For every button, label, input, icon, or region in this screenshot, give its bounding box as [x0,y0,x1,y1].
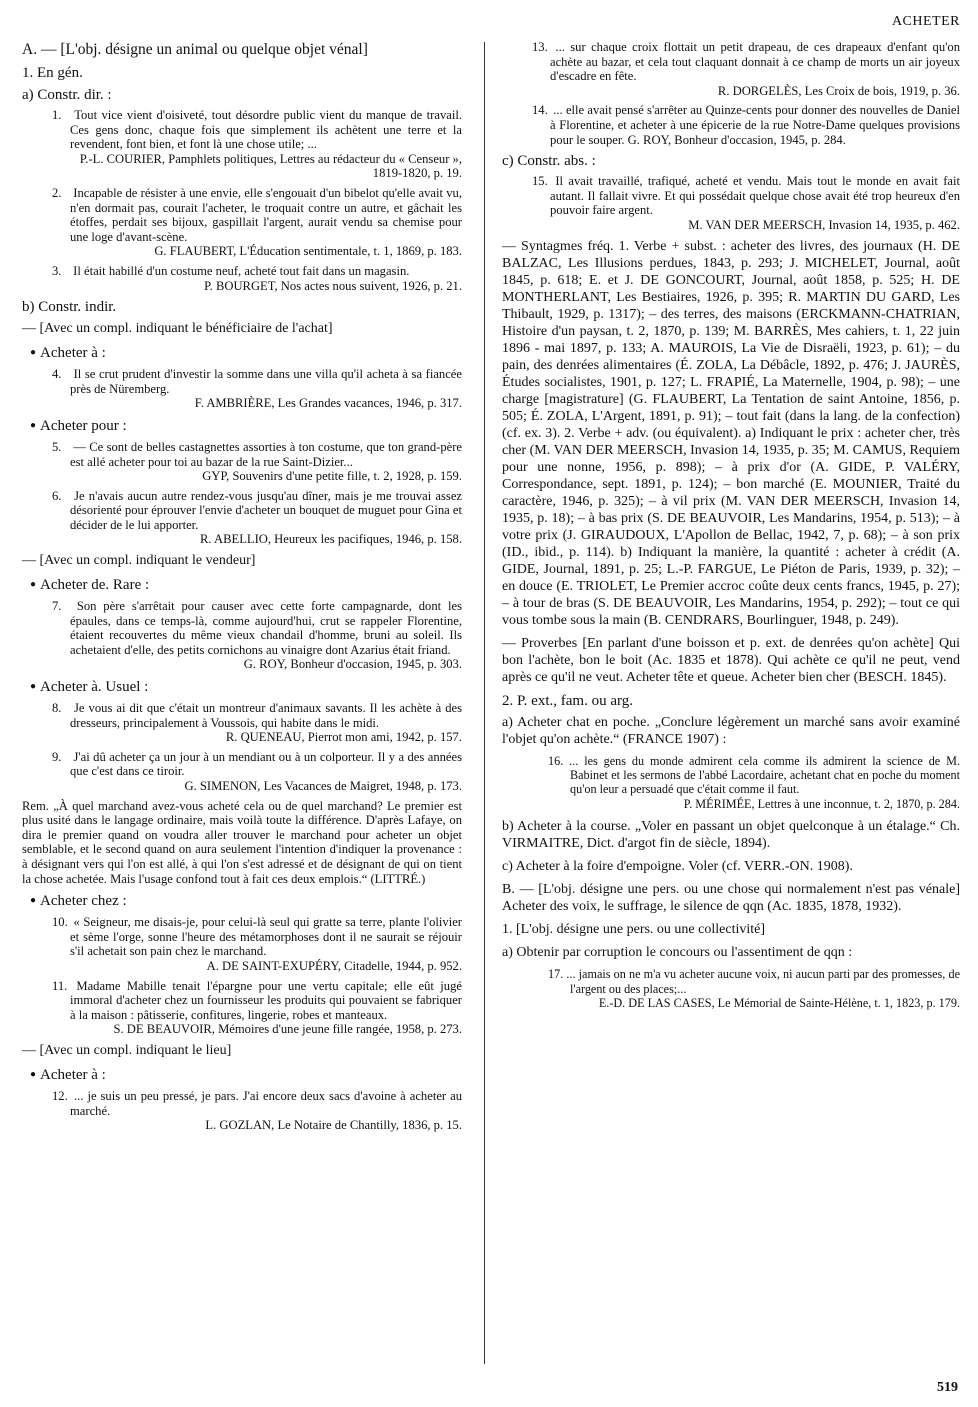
entry-text: — [Avec un compl. indiquant le lieu] [22,1042,232,1058]
entry-text: ... elle avait pensé s'arrêter au Quinze-cents pour donner des nouvelles de Daniel à Florentine, et acheter à une épicerie de la rue Notre-Dame quelques provisions pour le souper. G. ROY, Bonheur d'occasion, 1945, p. 284. [550,103,960,147]
running-head: ACHETER [891,14,960,29]
example-citation [22,440,462,484]
entry-text: Madame Mabille tenait l'épargne pour une vertu capitale; elle eût jugé immoral d'acheter chez un fournisseur les produits qui pouvaient se fabriquer à la maison : pâtisserie, confitures, lingerie, robes et manteaux. [70,978,462,1022]
entry-text: 1. En gén. [22,65,83,81]
construction-heading [22,343,462,363]
entry-text: Je vous ai dit que c'était un montreur d'animaux savants. Il les achète à des dresseurs, principalement à Voussois, qui habite dans le midi. [70,701,462,730]
entry-text: Je n'avais aucun autre rendez-vous jusqu'au dîner, mais je me trouvai assez désorienté pour éprouver l'envie d'acheter un bouquet de muguet pour Gina et décider de le lui apporter. [70,488,462,532]
example-citation [22,489,462,547]
entry-text: a) Acheter chat en poche. „Conclure légèrement un marché sans avoir examiné l'objet qu'on achète.“ (FRANCE 1907) : [502,714,960,747]
entry-text: ... jamais on ne m'a vu acheter aucune voix, ni aucun parti par des promesses, de l'argent ou des places;... [563,967,960,996]
entry-text: Acheter pour : [40,417,127,434]
right-column [502,40,960,1017]
entry-text: Son père s'arrêtait pour causer avec cette forte campagnarde, dont les épaules, dans ce temps-là, comme aujourd'hui, crut se rappeler Florentine, étaient recouvertes du même vieux chandail d'homme, bruni au soleil. Ils achetaient d'elle, des petits cornichons au vinaigre dont Azarius était friand. [70,599,462,657]
example-number: 10. [52,915,68,930]
example-number: 5. [52,439,62,454]
example-number: 1. [52,108,62,122]
entry-paragraph [502,944,960,961]
entry-text: B. — [L'obj. désigne une pers. ou une chose qui normalement n'est pas vénale] Acheter des voix, le suffrage, le silence de qqn (Ac. 1835, 1878, 1932). [502,882,960,915]
entry-text: b) Constr. indir. [22,299,117,316]
citation-source: R. QUENEAU, Pierrot mon ami, 1942, p. 157. [225,730,462,745]
example-citation [502,754,960,812]
example-citation [502,103,960,147]
entry-text: A. — [L'obj. désigne un animal ou quelque objet vénal] [22,41,368,58]
page-header [0,14,960,34]
entry-text: « Seigneur, me disais-je, pour celui-là seul qui gratte sa terre, plante l'olivier et sème l'orge, sonne l'heure des métamorphoses dont il ne saurait se réjouir s'il achetait son pain chez le marchand. [70,915,462,959]
example-number: 8. [52,701,62,716]
example-number: 11. [52,978,68,993]
entry-text: Il se crut prudent d'investir la somme dans une villa qu'il acheta à sa fiancée près de Nüremberg. [70,367,462,396]
entry-text: ... les gens du monde admirent cela comme ils admirent la science de M. Babinet et les sermons de l'abbé Lacordaire, achetant chat en poche du moment qu'on leur a persuadé que c'était comme il faut. [563,753,960,797]
entry-paragraph [502,881,960,915]
example-number: 13. [532,40,548,54]
entry-paragraph [22,552,462,569]
bullet-icon: ● [30,895,37,907]
entry-text: Acheter chez : [40,893,127,910]
example-citation [22,1089,462,1133]
example-number: 16. [548,753,564,768]
example-number: 3. [52,263,62,278]
entry-text: a) Constr. dir. : [22,87,112,103]
citation-source: S. DE BEAUVOIR, Mémoires d'une jeune fille rangée, 1958, p. 273. [113,1022,462,1037]
example-number: 4. [52,367,62,382]
citation-source: R. DORGELÈS, Les Croix de bois, 1919, p. 36. [717,83,960,98]
entry-paragraph [22,1042,462,1059]
example-citation [502,174,960,232]
entry-paragraph [22,86,462,105]
entry-paragraph [502,692,960,711]
entry-paragraph [502,238,960,629]
entry-text: c) Acheter à la foire d'empoigne. Voler (cf. VERR.-ON. 1908). [502,859,853,875]
entry-text: a) Obtenir par corruption le concours ou l'assentiment de qqn : [502,945,853,961]
entry-text: — [Avec un compl. indiquant le bénéficiaire de l'achat] [22,321,333,337]
example-number: 2. [52,185,62,200]
bullet-icon: ● [30,681,37,693]
example-citation [22,108,462,181]
entry-text: Rem. „À quel marchand avez-vous acheté cela ou de quel marchand? Le premier est plus usité dans le langage ordinaire, mais voilà toute la différence. D'après Lafaye, on dira le premier quand on voudra aller trouver le marchand pour acheter un objet semblable, et le second quand on aura seulement l'intention d'indiquer la provenance : à désignant vers qui l'on est allé, à qui l'on s'est adressé et de désignant de qui on tient la chose achetée. Mais l'usage confond tout à fait ces deux emplois.“ (LITTRÉ.) [22,798,462,886]
entry-text: — Ce sont de belles castagnettes assorties à ton costume, que ton grand-père est allé acheter pour toi au bazar de la rue Saint-Dizier... [70,439,462,469]
entry-paragraph [22,40,462,59]
entry-text: c) Constr. abs. : [502,153,596,170]
citation-source: A. DE SAINT-EXUPÉRY, Citadelle, 1944, p. 952. [206,958,462,973]
example-citation [22,264,462,293]
citation-source: G. FLAUBERT, L'Éducation sentimentale, t. 1, 1869, p. 183. [154,244,462,259]
entry-text: J'ai dû acheter ça un jour à un mendiant ou à un colporteur. Il y a des années que c'est dans ce tiroir. [70,749,462,779]
entry-text: 1. [L'obj. désigne une pers. ou une collectivité] [502,922,765,938]
construction-heading [22,1065,462,1085]
entry-paragraph [22,320,462,337]
entry-text: ... sur chaque croix flottait un petit drapeau, de ces drapeaux d'enfant qu'on achète au bazar, et cela tout claquant donnait à ce champ de morts un air joyeux d'escadre en fête. [550,40,960,84]
entry-paragraph [502,858,960,875]
entry-paragraph [22,298,462,317]
example-number: 6. [52,488,62,503]
example-citation [22,599,462,672]
entry-text: ... je suis un peu pressé, je pars. J'ai encore deux sacs d'avoine à acheter au marché. [70,1088,462,1118]
citation-source: F. AMBRIÈRE, Les Grandes vacances, 1946, p. 317. [194,396,462,411]
entry-text: Acheter à : [40,1066,106,1083]
entry-text: Tout vice vient d'oisiveté, tout désordre public vient du manque de travail. Ces gens donc, chaque fois que simplement ils achètent une terre et la revendent, font bien, et font là une chose utile; ... [70,108,462,152]
example-number: 9. [52,749,62,764]
entry-text: Acheter à. Usuel : [40,679,149,696]
construction-heading [22,891,462,911]
entry-paragraph [22,799,462,887]
column-divider [484,42,485,1364]
bullet-icon: ● [30,419,37,431]
entry-paragraph [502,714,960,748]
example-citation [502,967,960,1010]
citation-source: G. ROY, Bonheur d'occasion, 1945, p. 303. [243,657,462,672]
example-citation [22,750,462,794]
entry-text: 2. P. ext., fam. ou arg. [502,692,633,709]
citation-source: R. ABELLIO, Heureux les pacifiques, 1946, p. 158. [200,532,462,547]
example-citation [22,915,462,973]
entry-text: — Proverbes [En parlant d'une boisson et p. ext. de denrées qu'on achète] Qui bon l'achète, bon le boit (Ac. 1835 et 1878). Qui achète ce qu'il ne peut, vend après ce qu'il ne veut. Acheter tête et queue. Acheter bien cher (BESCH. 1845). [502,635,960,685]
example-citation [22,367,462,411]
entry-paragraph [502,818,960,852]
citation-source: P.-L. COURIER, Pamphlets politiques, Lettres au rédacteur du « Censeur », 1819-1820, p. 19. [79,151,462,181]
entry-paragraph [502,152,960,171]
construction-heading [22,416,462,436]
citation-source: G. SIMENON, Les Vacances de Maigret, 1948, p. 173. [184,779,462,793]
citation-source: M. VAN DER MEERSCH, Invasion 14, 1935, p. 462. [688,217,960,232]
example-number: 17. [548,967,564,982]
example-citation [22,186,462,259]
example-number: 12. [52,1088,68,1103]
entry-text: Il avait travaillé, trafiqué, acheté et vendu. Mais tout le monde en avait fait autant. Il fallait vivre. Et qui possédait quelque chose avait été trop heureux d'en pouvoir faire argent. [550,174,960,218]
citation-source: GYP, Souvenirs d'une petite fille, t. 2, 1928, p. 159. [202,469,462,484]
construction-heading [22,575,462,595]
entry-paragraph [502,635,960,686]
citation-source: E.-D. DE LAS CASES, Le Mémorial de Sainte-Hélène, t. 1, 1823, p. 179. [598,995,960,1010]
example-citation [22,701,462,745]
entry-text: Il était habillé d'un costume neuf, acheté tout fait dans un magasin. [70,263,410,278]
bullet-icon: ● [30,1068,37,1080]
entry-text: — Syntagmes fréq. 1. Verbe + subst. : acheter des livres, des journaux (H. DE BALZAC, Les Illusions perdues, 1843, p. 293; J. MICHELET, Journal, août 1845, p. 618; E. et J. DE GONCOURT, Journal, août 1858, p. 525; H. DE MONTHERLANT, Les Bestiaires, 1926, p. 395; R. MARTIN DU GARD, Les Thibault, 1929, p. 1317); – des terres, des maisons (ERCKMANN-CHATRIAN, Histoire d'un paysan, t. 2, 1870, p. 139; M. BARRÈS, Mes cahiers, t. 1, 22 juin 1896 - mai 1897, p. 133; A. MAUROIS, La Vie de Disraëli, 1923, p. 61); – du pain, des denrées alimentaires (É. ZOLA, La Débâcle, 1892, p. 476; J. JAURÈS, Études socialistes, 1901, p. 127; L. FRAPIÉ, La Maternelle, 1904, p. 98); – une charge [magistrature] (G. FLAUBERT, La Tentation de saint Antoine, 1856, p. 505; É. ZOLA, L'Argent, 1891, p. 91); – tout fait (dans la lang. de la confection) (cf. ex. 3). 2. Verbe + adv. (ou équivalent). a) Indiquant le prix : acheter cher, très cher (M. VAN DER MEERSCH, Invasion 14, 1935, p. 35; M. CAMUS, Requiem pour une nonne, 1956, p. 898); – à prix d'or (A. GIDE, P. VALÉRY, Correspondance, sept. 1891, p. 124); – bon marché (E. MOUNIER, Traité du caractère, 1946, p. 325); – à vil prix (M. VAN DER MEERSCH, Invasion 14, 1935, p. 18); – à bas prix (S. DE BEAUVOIR, Les Mandarins, 1954, p. 513); – à votre prix (J. GIRAUDOUX, L'Apollon de Bellac, 1942, 7, p. 68); – à son prix (ID., ibid., p. 114). b) Indiquant la manière, la quantité : acheter à crédit (A. GIDE, Journal, 1891, p. 25; L.-P. FARGUE, Le Piéton de Paris, 1939, p. 32); – en douce (E. TRIOLET, Le Premier accroc coûte deux cents francs, 1945, p. 27); – à tour de bras (S. DE BEAUVOIR, Les Mandarins, 1954, p. 292); – tout ce qui vous tombe sous la main (B. CENDRARS, Bourlinguer, 1948, p. 249). [502,238,960,628]
left-column [22,40,462,1138]
example-number: 14. [532,103,548,118]
citation-source: P. MÉRIMÉE, Lettres à une inconnue, t. 2, 1870, p. 284. [683,796,960,811]
entry-text: Acheter à : [40,345,106,362]
page-number: 519 [937,1380,958,1395]
entry-paragraph [22,64,462,83]
entry-text: — [Avec un compl. indiquant le vendeur] [22,553,256,569]
citation-source: L. GOZLAN, Le Notaire de Chantilly, 1836, p. 15. [205,1118,462,1133]
example-number: 15. [532,174,548,189]
example-number: 7. [52,599,62,614]
example-citation [502,40,960,98]
entry-text: b) Acheter à la course. „Voler en passant un objet quelconque à un étalage.“ Ch. VIRMAITRE, Dict. d'argot fin de siècle, 1894). [502,819,960,852]
bullet-icon: ● [30,347,37,359]
entry-paragraph [502,921,960,938]
bullet-icon: ● [30,579,37,591]
entry-text: Incapable de résister à une envie, elle s'engouait d'un bibelot qu'elle avait vu, n'en dormait pas, courait l'acheter, le troquait contre un autre, et gâchait les étoffes, perdait ses bijoux, gaspillait l'argent, aurait vendu sa chemise pour une loge d'avant-scène. [70,185,462,244]
construction-heading [22,677,462,697]
example-citation [22,979,462,1037]
entry-text: Acheter de. Rare : [40,577,150,594]
citation-source: P. BOURGET, Nos actes nous suivent, 1926, p. 21. [204,278,462,293]
